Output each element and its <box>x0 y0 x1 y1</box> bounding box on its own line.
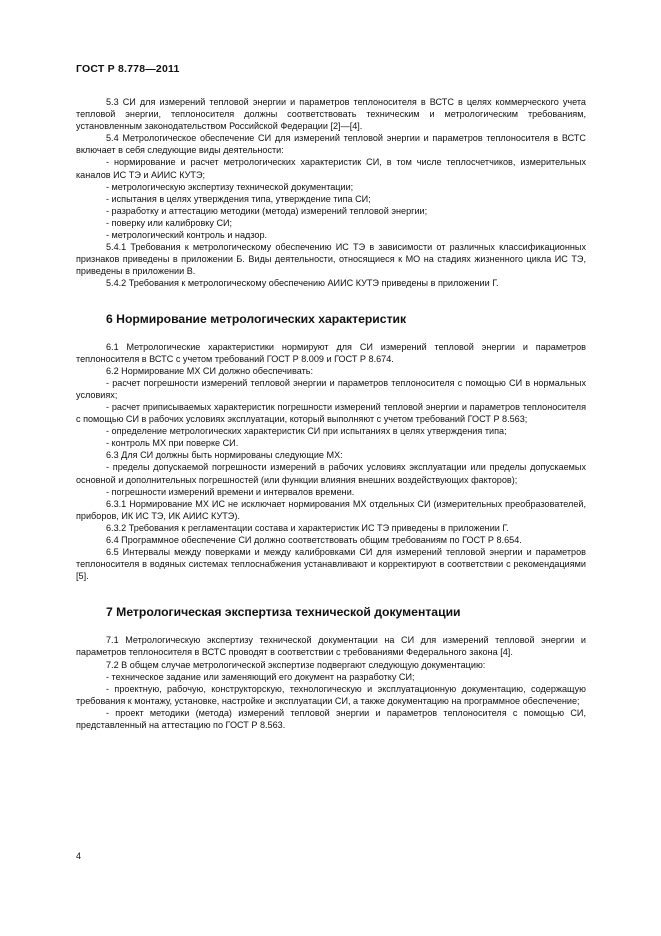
page-number: 4 <box>76 851 82 861</box>
paragraph: 6.2 Нормирование МХ СИ должно обеспечивать: <box>106 365 314 376</box>
paragraph: 6.3.1 Нормирование МХ ИС не исключает нормирования МХ отдельных СИ (измерительных преобразователей, приборов, ИК ИС ТЭ, ИК АИИС КУТЭ). <box>76 498 586 521</box>
paragraph: 5.4.1 Требования к метрологическому обеспечению ИС ТЭ в зависимости от различных классификационных признаков приведены в приложении Б. Виды деятельности, относящиеся к МО на стадиях жизненного цикла ИС ТЭ, приведены в приложении В. <box>76 242 586 277</box>
paragraph: - метрологический контроль и надзор. <box>106 230 268 241</box>
paragraph: - проектную, рабочую, конструкторскую, технологическую и эксплуатационную документацию, содержащую требования к монтажу, установке, настройке и эксплуатации СИ, а также документацию на программное обеспечение; <box>76 683 586 706</box>
paragraph: - контроль МХ при поверке СИ. <box>106 438 239 449</box>
paragraph: 6.4 Программное обеспечение СИ должно соответствовать общим требованиям по ГОСТ Р 8.654. <box>106 535 522 545</box>
paragraph: - проект методики (метода) измерений тепловой энергии и параметров теплоносителя с помощью СИ, представленный на аттестацию по ГОСТ Р 8.563. <box>76 707 586 731</box>
paragraph: - испытания в целях утверждения типа, утверждение типа СИ; <box>106 193 371 204</box>
paragraph: - поверку или калибровку СИ; <box>106 217 233 228</box>
paragraph: - техническое задание или заменяющий его документ на разработку СИ; <box>106 671 415 682</box>
paragraph: 6.3.2 Требования к регламентации состава и характеристик ИС ТЭ приведены в приложении Г. <box>106 522 509 533</box>
paragraph: - расчет приписываемых характеристик погрешности измерений тепловой энергии и параметров теплоносителя с помощью СИ в рабочих условиях эксплуатации, который выполняют с учетом требований ГОСТ Р 8.563; <box>76 401 586 425</box>
paragraph: 5.3 СИ для измерений тепловой энергии и параметров теплоносителя в ВСТС в целях коммерческого учета тепловой энергии, теплоносителя должны соответствовать техническим и метрологическим требованиям, установленным законодательством Российской Федерации [2]—[4]. <box>76 97 586 132</box>
paragraph: 6.5 Интервалы между поверками и между калибровками СИ для измерений тепловой энергии и параметров теплоносителя в водяных системах теплоснабжения устанавливают и корректируют в соответствии с рекомендациями [5]. <box>76 547 586 582</box>
paragraph: - пределы допускаемой погрешности измерений в рабочих условиях эксплуатации или пределы допускаемых основной и дополнительных погрешностей (или функции влияния внешних воздействующих факторов); <box>76 462 586 485</box>
paragraph: - разработку и аттестацию методики (метода) измерений тепловой энергии; <box>106 205 428 216</box>
paragraph: 5.4 Метрологическое обеспечение СИ для измерений тепловой энергии и параметров теплоносителя в ВСТС включает в себя следующие виды деятельности: <box>76 133 586 156</box>
paragraph: - метрологическую экспертизу технической документации; <box>106 181 354 192</box>
paragraph: - нормирование и расчет метрологических характеристик СИ, в том числе теплосчетчиков, измерительных каналов ИС ТЭ и АИИС КУТЭ; <box>76 157 586 180</box>
paragraph: 6.3 Для СИ должны быть нормированы следующие МХ: <box>106 450 343 461</box>
section-heading: 7 Метрологическая экспертиза технической документации <box>106 605 461 620</box>
paragraph: 5.4.2 Требования к метрологическому обеспечению АИИС КУТЭ приведены в приложении Г. <box>106 278 499 289</box>
document-body <box>76 96 586 731</box>
paragraph: - расчет погрешности измерений тепловой энергии и параметров теплоносителя с помощью СИ в нормальных условиях; <box>76 377 586 400</box>
document-header: ГОСТ Р 8.778—2011 <box>76 63 180 75</box>
paragraph: 6.1 Метрологические характеристики нормируют для СИ измерений тепловой энергии и параметров теплоносителя в ВСТС с учетом требований ГОСТ Р 8.009 и ГОСТ Р 8.674. <box>76 341 586 364</box>
section-heading: 6 Нормирование метрологических характеристик <box>106 311 407 326</box>
paragraph: 7.1 Метрологическую экспертизу технической документации на СИ для измерений тепловой энергии и параметров теплоносителя в ВСТС проводят в соответствии с требованиями Федерального закона [4]. <box>76 635 586 658</box>
paragraph: 7.2 В общем случае метрологической экспертизе подвергают следующую документацию: <box>106 659 486 670</box>
paragraph: - погрешности измерений времени и интервалов времени. <box>106 486 355 497</box>
paragraph: - определение метрологических характеристик СИ при испытаниях в целях утверждения типа; <box>106 426 507 437</box>
